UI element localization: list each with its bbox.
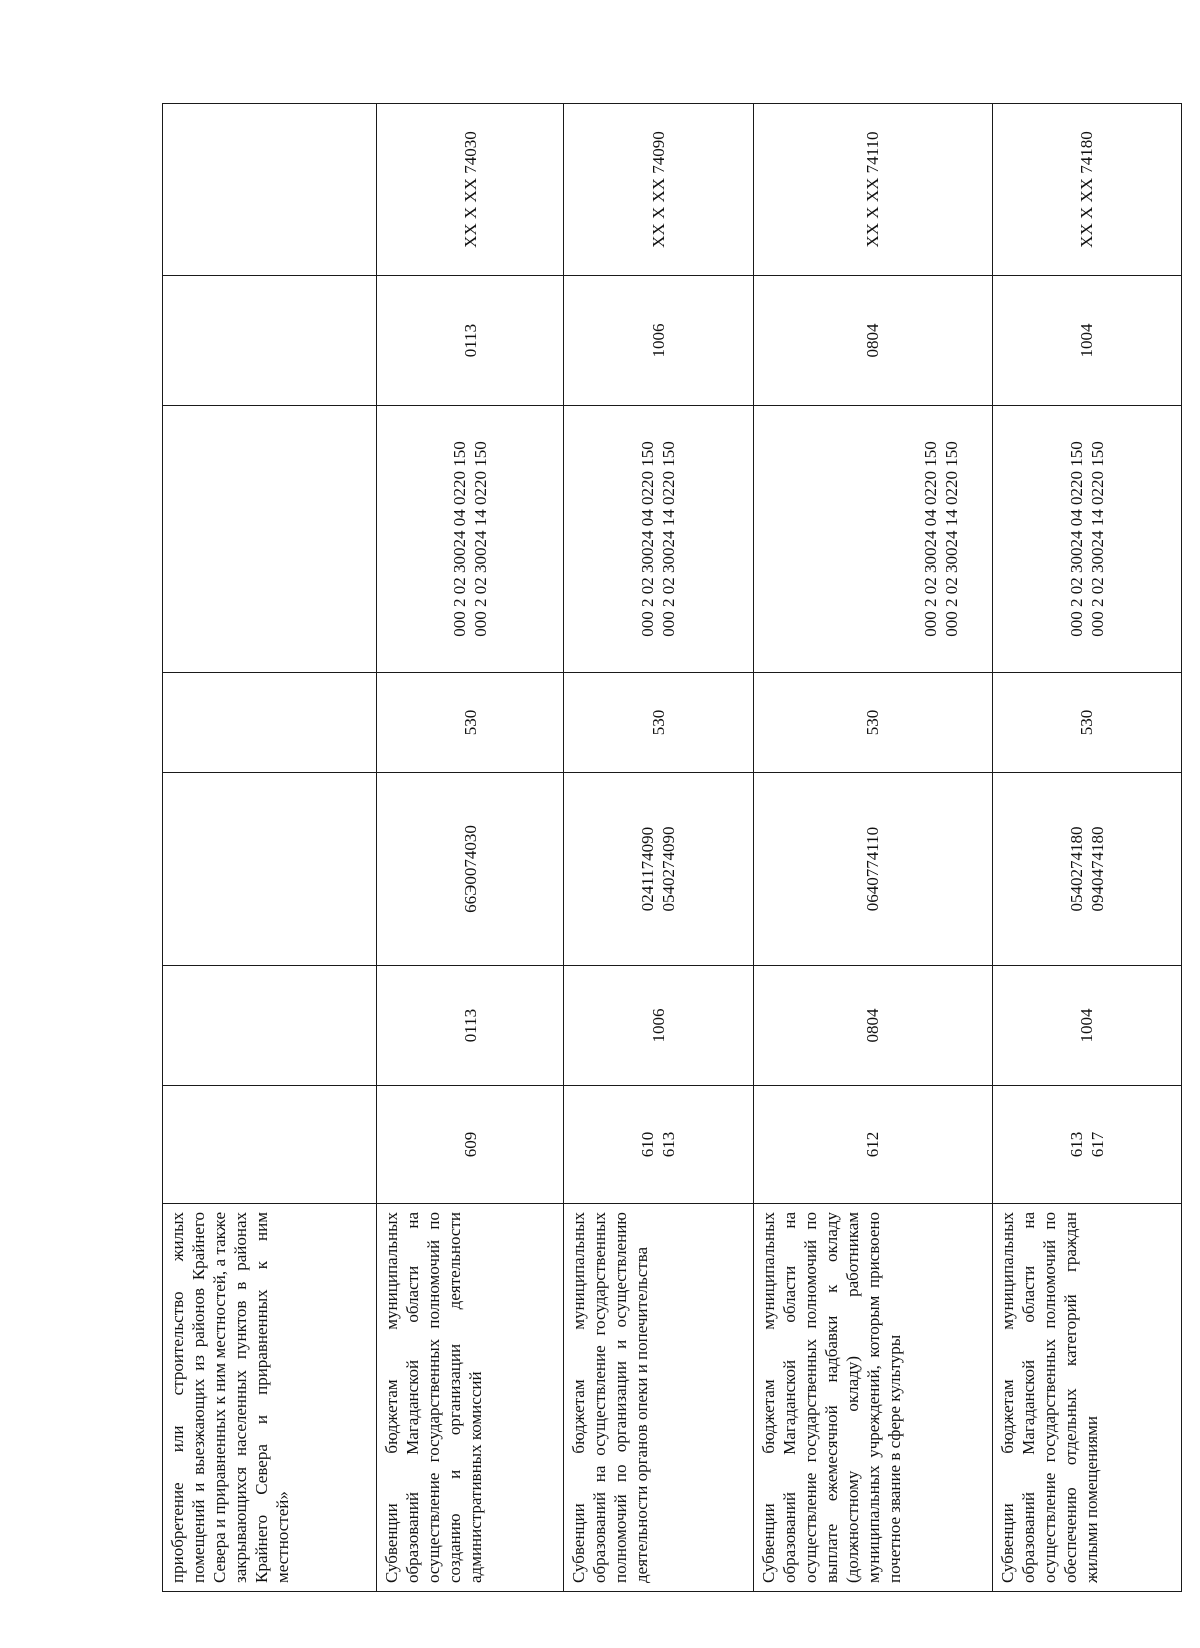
- row-name-cell: [377, 1204, 564, 1592]
- row-name: Субвенции бюджетам муниципальных образований на осуществление государственных полномочий по организации и осуществлению деятельности органов опеки и попечительства: [569, 1212, 652, 1583]
- vr-code: 530: [460, 709, 480, 736]
- row-name: Субвенции бюджетам муниципальных образований Магаданской области на осуществление государственных полномочий по созданию и организации деятельности административных комиссий: [382, 1212, 486, 1583]
- section-cell: [377, 966, 564, 1086]
- grbs-cell: [564, 1086, 753, 1204]
- code-cell: [564, 104, 753, 276]
- table-row: [564, 104, 753, 1592]
- section-code: 0804: [863, 1008, 883, 1043]
- target-cell: [992, 773, 1181, 966]
- income-cell: [753, 406, 992, 673]
- classification-code: XX X XX 74090: [648, 131, 668, 248]
- grbs-code: 612: [863, 1131, 883, 1158]
- target-cell: [163, 773, 377, 966]
- code-cell: [753, 104, 992, 276]
- income-cell: [377, 406, 564, 673]
- vr-code: 530: [1077, 709, 1097, 736]
- code-cell: [992, 104, 1181, 276]
- vr-code: 530: [648, 709, 668, 736]
- section-cell: [992, 966, 1181, 1086]
- vr-cell: [753, 673, 992, 773]
- vr-cell: [163, 673, 377, 773]
- table-row: [753, 104, 992, 1592]
- classification-code: XX X XX 74030: [460, 131, 480, 248]
- income-code: 000 2 02 30024 04 0220 150: [450, 441, 470, 637]
- row-name: Субвенции бюджетам муниципальных образований Магаданской области на осуществление государственных полномочий по обеспечению отдельных категорий граждан жилыми помещениями: [997, 1212, 1101, 1583]
- income-code: 000 2 02 30024 04 0220 150: [1066, 441, 1086, 637]
- section-b-code: 1004: [1077, 323, 1097, 358]
- section-b-cell: [992, 276, 1181, 406]
- section-b-cell: [163, 276, 377, 406]
- target-code: 0540274180: [1066, 826, 1086, 912]
- grbs-cell: [377, 1086, 564, 1204]
- row-name-cell: [564, 1204, 753, 1592]
- income-code: 000 2 02 30024 04 0220 150: [920, 441, 940, 637]
- income-cell: [992, 406, 1181, 673]
- grbs-code: 617: [1087, 1131, 1107, 1158]
- table-row: [163, 104, 377, 1592]
- target-cell: [564, 773, 753, 966]
- code-cell: [377, 104, 564, 276]
- target-code: 0640774110: [863, 826, 883, 912]
- table-row: [377, 104, 564, 1592]
- vr-code: 530: [863, 709, 883, 736]
- income-code: 000 2 02 30024 14 0220 150: [941, 441, 961, 637]
- section-code: 1004: [1077, 1008, 1097, 1043]
- income-code: 000 2 02 30024 04 0220 150: [638, 441, 658, 637]
- rotated-table-container: [162, 104, 1182, 1592]
- vr-cell: [564, 673, 753, 773]
- row-name-cell: [753, 1204, 992, 1592]
- section-b-cell: [753, 276, 992, 406]
- grbs-code: 613: [1066, 1131, 1086, 1158]
- income-cell: [163, 406, 377, 673]
- row-name: приобретение или строительство жилых помещений и выезжающих из районов Крайнего Севера и приравненных к ним местностей, а также закрывающихся населенных пунктов в районах Крайнего Севера и приравненных к ним местностей»: [168, 1212, 292, 1583]
- table-row: [992, 104, 1181, 1592]
- grbs-code: 613: [659, 1131, 679, 1158]
- vr-cell: [992, 673, 1181, 773]
- code-cell: [163, 104, 377, 276]
- section-code: 1006: [648, 1008, 668, 1043]
- row-name-cell: [163, 1204, 377, 1592]
- income-code: 000 2 02 30024 14 0220 150: [1087, 441, 1107, 637]
- section-b-code: 0113: [460, 323, 480, 358]
- section-cell: [163, 966, 377, 1086]
- grbs-code: 609: [460, 1131, 480, 1158]
- section-cell: [564, 966, 753, 1086]
- target-code: 0540274090: [659, 826, 679, 912]
- row-name: Субвенции бюджетам муниципальных образований Магаданской области на осуществление государственных полномочий по выплате ежемесячной надбавки к окладу (должностному окладу) работникам муниципальных учреждений, которым присвоено почетное звание в сфере культуры: [758, 1212, 904, 1583]
- income-cell: [564, 406, 753, 673]
- section-b-code: 0804: [863, 323, 883, 358]
- section-code: 0113: [460, 1008, 480, 1043]
- grbs-cell: [992, 1086, 1181, 1204]
- grbs-cell: [753, 1086, 992, 1204]
- target-cell: [377, 773, 564, 966]
- target-code: 0940474180: [1087, 826, 1107, 912]
- target-cell: [753, 773, 992, 966]
- budget-codes-table: [162, 103, 1182, 1592]
- target-code: 0241174090: [638, 826, 658, 912]
- income-code: 000 2 02 30024 14 0220 150: [659, 441, 679, 637]
- row-name-cell: [992, 1204, 1181, 1592]
- classification-code: XX X XX 74180: [1077, 131, 1097, 248]
- grbs-cell: [163, 1086, 377, 1204]
- section-b-code: 1006: [648, 323, 668, 358]
- document-page: [162, 104, 1182, 1592]
- target-code: 66Э0074030: [460, 825, 480, 913]
- section-b-cell: [564, 276, 753, 406]
- section-cell: [753, 966, 992, 1086]
- vr-cell: [377, 673, 564, 773]
- income-code: 000 2 02 30024 14 0220 150: [471, 441, 491, 637]
- grbs-code: 610: [638, 1131, 658, 1158]
- section-b-cell: [377, 276, 564, 406]
- classification-code: XX X XX 74110: [863, 131, 883, 248]
